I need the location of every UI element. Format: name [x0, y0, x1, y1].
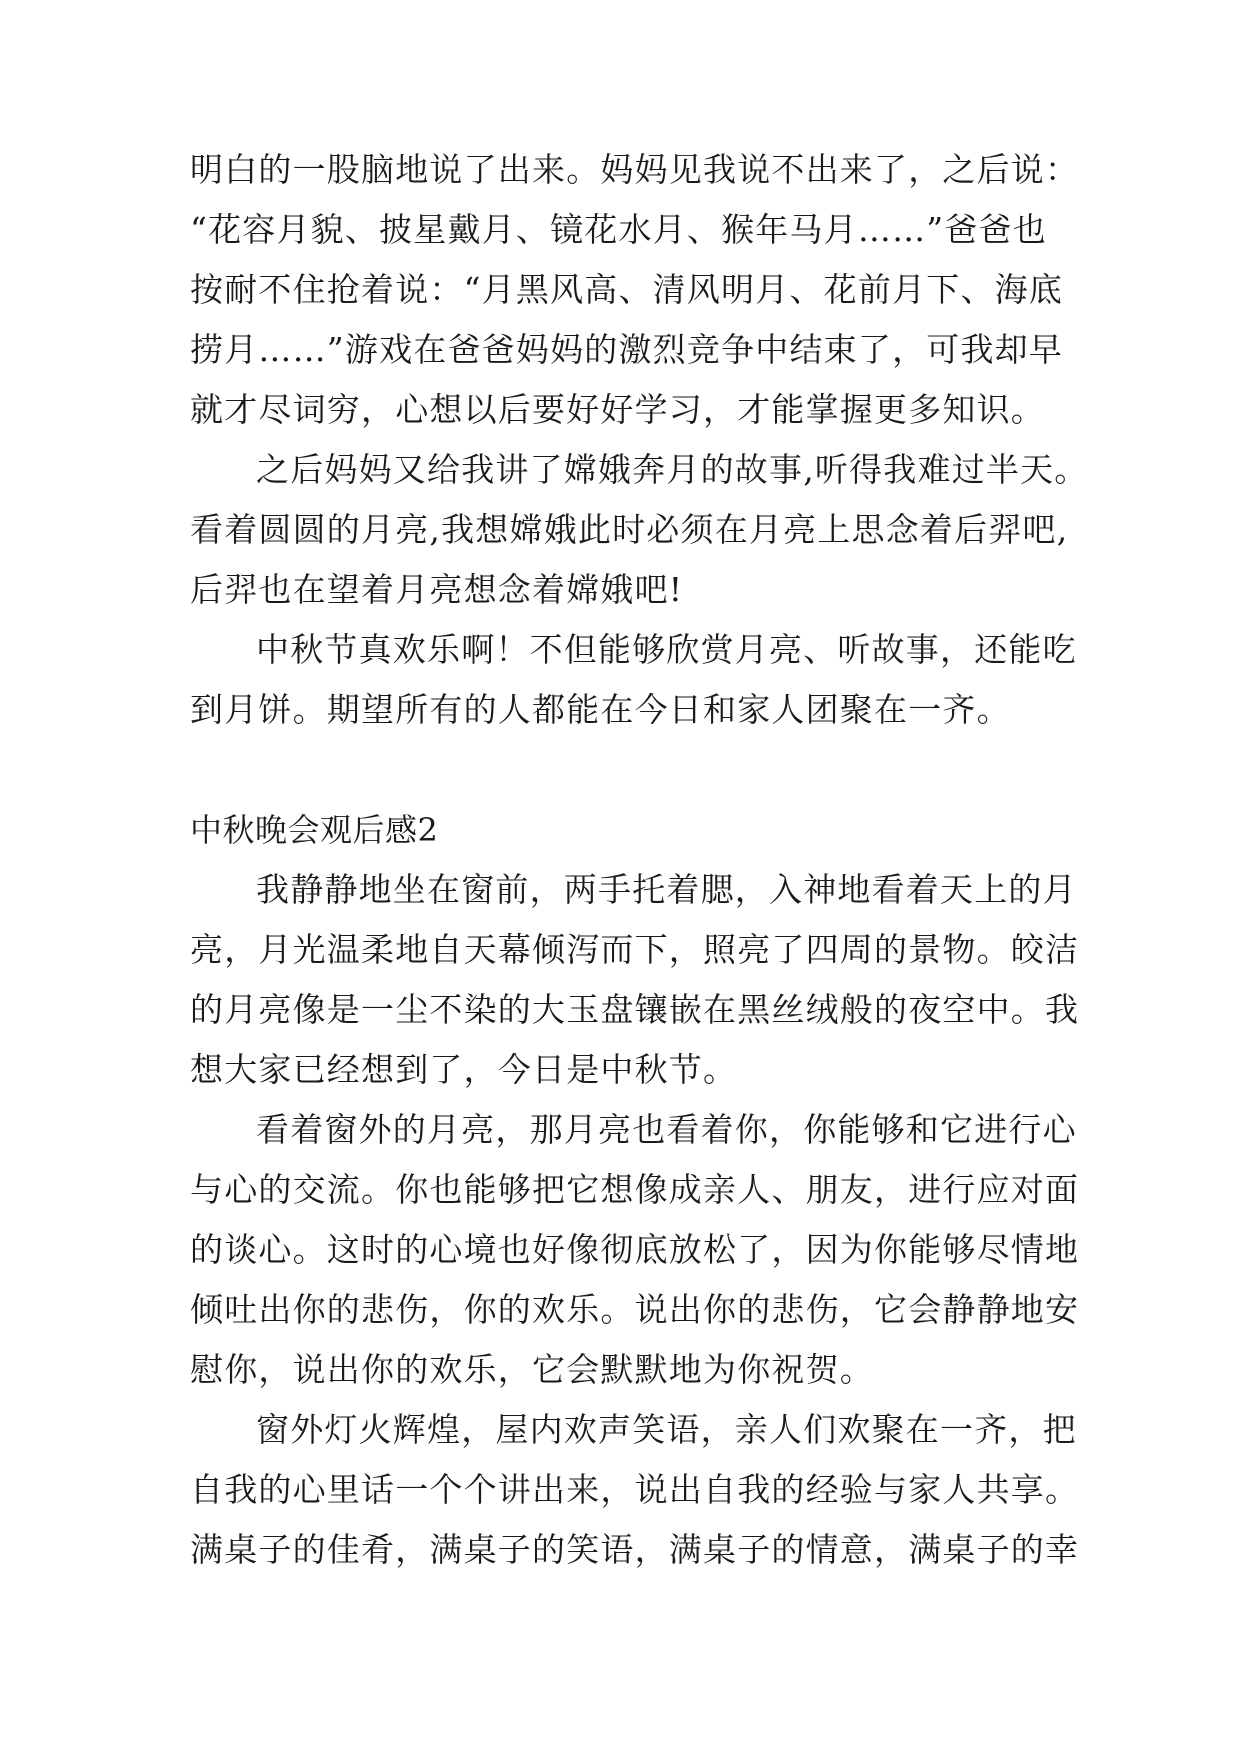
paragraph-happy-festival	[190, 620, 1077, 740]
paragraph-window	[190, 860, 1080, 1100]
text-line: 倾吐出你的悲伤，你的欢乐。说出你的悲伤，它会静静地安	[190, 1290, 1080, 1329]
paragraph-family-gathering	[190, 1400, 1080, 1580]
text-line: 捞月……”游戏在爸爸妈妈的激烈竞争中结束了，可我却早	[190, 330, 1064, 369]
paragraph-change-story	[190, 440, 1089, 620]
document-body	[190, 140, 1089, 1580]
text-line: 想大家已经想到了，今日是中秋节。	[190, 1050, 738, 1089]
section-spacer	[190, 740, 1060, 800]
text-line: 亮，月光温柔地自天幕倾泻而下，照亮了四周的景物。皎洁	[190, 930, 1080, 969]
text-line: 后羿也在望着月亮想念着嫦娥吧!	[190, 570, 684, 609]
text-line: “花容月貌、披星戴月、镜花水月、猴年马月……”爸爸也	[190, 210, 1047, 249]
text-line: 看着窗外的月亮，那月亮也看着你，你能够和它进行心	[256, 1110, 1077, 1149]
text-line: 慰你，说出你的欢乐，它会默默地为你祝贺。	[190, 1350, 874, 1389]
text-line: 就才尽词穷，心想以后要好好学习，才能掌握更多知识。	[190, 390, 1045, 429]
text-line: 看着圆圆的月亮,我想嫦娥此时必须在月亮上思念着后羿吧,	[190, 510, 1069, 549]
text-line: 明白的一股脑地说了出来。妈妈见我说不出来了，之后说：	[190, 150, 1080, 189]
paragraph-moon-talk	[190, 1100, 1080, 1400]
text-line: 之后妈妈又给我讲了嫦娥奔月的故事,听得我难过半天。	[256, 450, 1089, 489]
text-line: 自我的心里话一个个讲出来，说出自我的经验与家人共享。	[190, 1470, 1080, 1509]
text-line: 中秋节真欢乐啊！不但能够欣赏月亮、听故事，还能吃	[256, 630, 1077, 669]
text-line: 按耐不住抢着说：“月黑风高、清风明月、花前月下、海底	[190, 270, 1064, 309]
text-line: 的月亮像是一尘不染的大玉盘镶嵌在黑丝绒般的夜空中。我	[190, 990, 1080, 1029]
text-line: 到月饼。期望所有的人都能在今日和家人团聚在一齐。	[190, 690, 1011, 729]
section-heading: 中秋晚会观后感2	[190, 811, 439, 849]
paragraph-continued	[190, 140, 1080, 440]
text-line: 窗外灯火辉煌，屋内欢声笑语，亲人们欢聚在一齐，把	[256, 1410, 1077, 1449]
text-line: 满桌子的佳肴，满桌子的笑语，满桌子的情意，满桌子的幸	[190, 1530, 1080, 1569]
text-line: 与心的交流。你也能够把它想像成亲人、朋友，进行应对面	[190, 1170, 1080, 1209]
text-line: 的谈心。这时的心境也好像彻底放松了，因为你能够尽情地	[190, 1230, 1080, 1269]
text-line: 我静静地坐在窗前，两手托着腮，入神地看着天上的月	[256, 870, 1077, 909]
